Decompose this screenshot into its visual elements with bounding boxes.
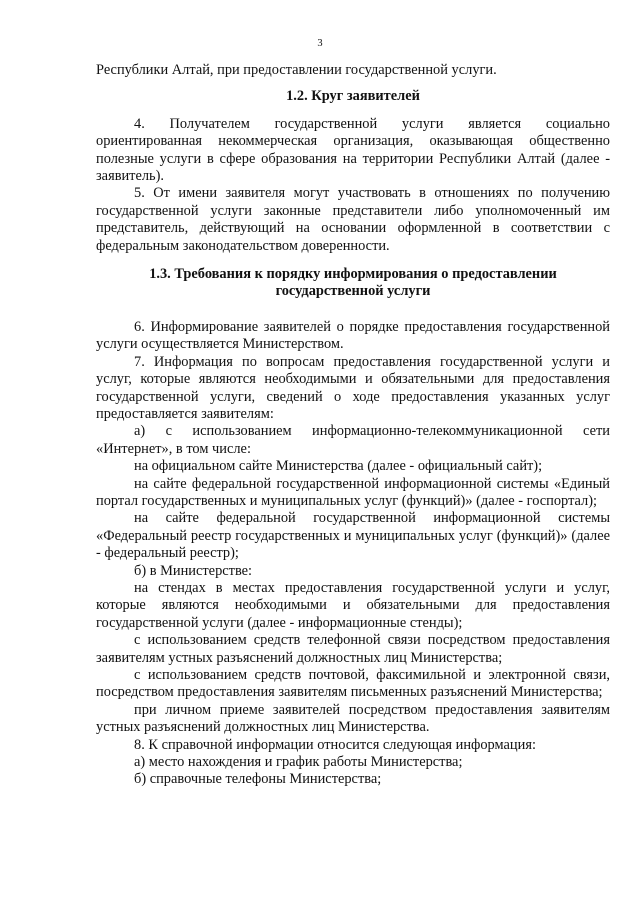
- paragraph-personal-reception: при личном приеме заявителей посредством предоставления заявителям устных разъяснений должностных лиц Министерства.: [96, 701, 610, 736]
- section-heading-1-3: [96, 266, 610, 301]
- paragraph-item-7: 7. Информация по вопросам предоставления государственной услуги и услуг, которые являются необходимыми и обязательными для предоставления государственной услуги, сведений о ходе предоставления указанных услуг предоставляется заявителям:: [96, 353, 610, 422]
- paragraph-item-7b: б) в Министерстве:: [134, 562, 253, 579]
- paragraph-item-8b: б) справочные телефоны Министерства;: [134, 771, 382, 788]
- section-heading-1-2: 1.2. Круг заявителей: [286, 88, 420, 105]
- paragraph-continuation: Республики Алтай, при предоставлении государственной услуги.: [96, 62, 497, 78]
- paragraph-official-site: на официальном сайте Министерства (далее - официальный сайт);: [134, 458, 543, 475]
- document-body: [96, 62, 610, 789]
- section-heading-1-3-text: 1.3. Требования к порядку информирования о предоставлении государственной услуги: [149, 266, 557, 300]
- paragraph-telephone: с использованием средств телефонной связи посредством предоставления заявителям устных разъяснений должностных лиц Министерства;: [96, 632, 610, 666]
- page-number: 3: [317, 38, 323, 49]
- paragraph-postal: с использованием средств почтовой, факсимильной и электронной связи, посредством предоставления заявителям письменных разъяснений Министерства;: [96, 667, 610, 701]
- paragraph-info-stands: на стендах в местах предоставления государственной услуги и услуг, которые являются необходимыми и обязательными для предоставления государственной услуги (далее - информационные стенды);: [96, 579, 610, 631]
- paragraph-item-5: 5. От имени заявителя могут участвовать в отношениях по получению государственной услуги законные представители либо уполномоченный им представитель, действующий на основании оформленной в соответствии с федеральным законодательством доверенности.: [96, 185, 610, 254]
- paragraph-item-7a: а) с использованием информационно-телекоммуникационной сети «Интернет», в том числе:: [96, 423, 610, 457]
- paragraph-item-8: 8. К справочной информации относится следующая информация:: [134, 736, 536, 753]
- paragraph-item-6: 6. Информирование заявителей о порядке предоставления государственной услуги осуществляется Министерством.: [96, 318, 610, 353]
- paragraph-federal-registry: на сайте федеральной государственной информационной системы «Федеральный реестр государственных и муниципальных услуг (функций)» (далее - федеральный реестр);: [96, 510, 610, 562]
- paragraph-gosportal: на сайте федеральной государственной информационной системы «Единый портал государственных и муниципальных услуг (функций)» (далее - госпортал);: [96, 475, 610, 509]
- paragraph-item-8a: а) место нахождения и график работы Министерства;: [134, 754, 463, 771]
- paragraph-item-4: 4. Получателем государственной услуги является социально ориентированная некоммерческая организация, оказывающая общественно полезные услуги в сфере образования на территории Республики Алтай (далее - заявитель).: [96, 115, 610, 185]
